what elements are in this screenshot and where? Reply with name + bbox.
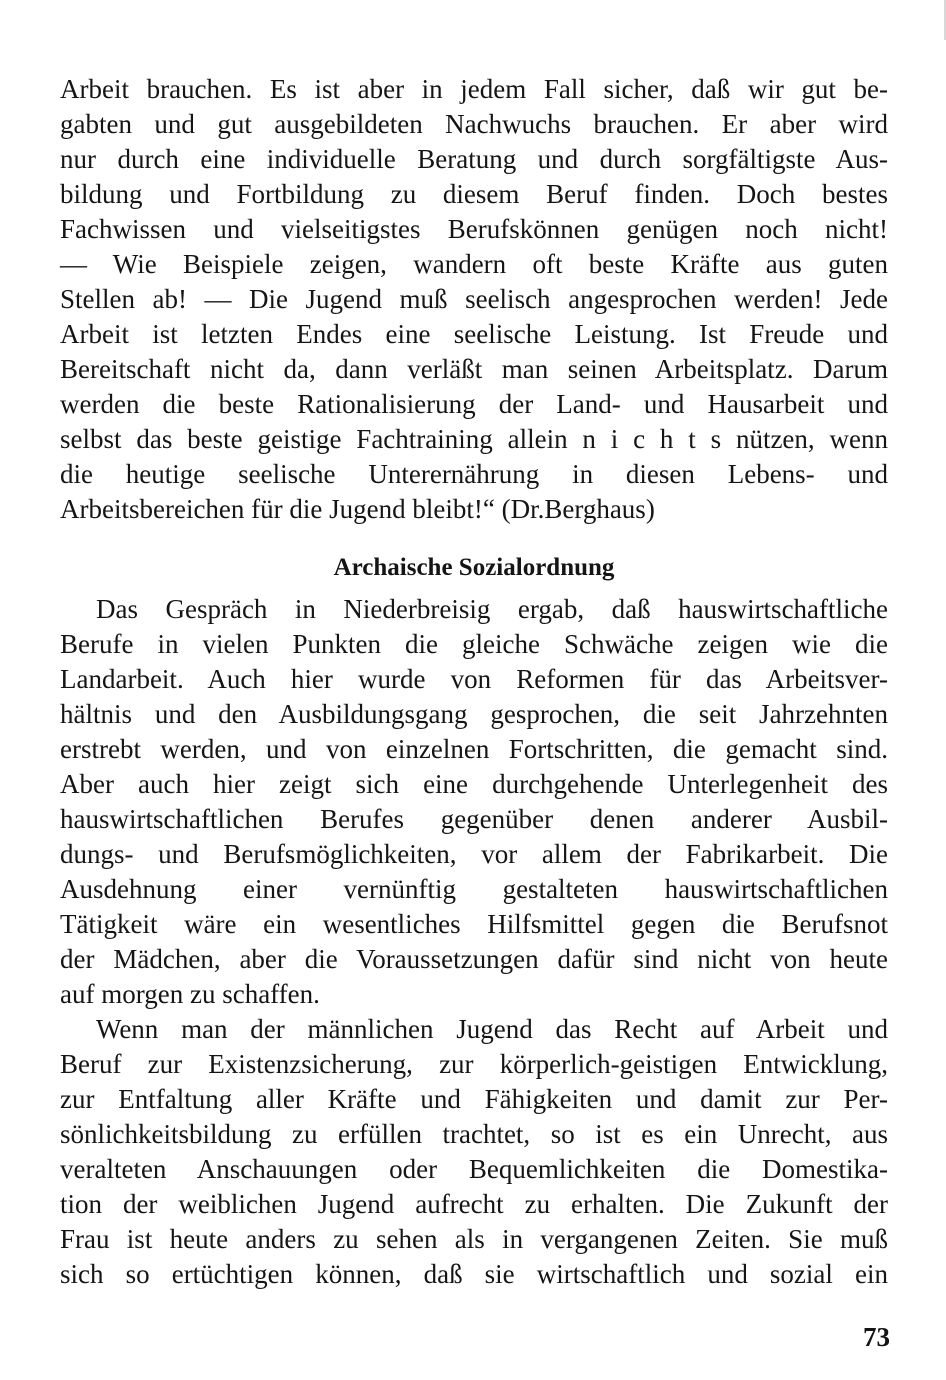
text-line: Ausdehnung einer vernünftig gestalteten hauswirtschaftlichen	[60, 874, 888, 904]
text-line: — Wie Beispiele zeigen, wandern oft beste Kräfte aus guten	[60, 249, 888, 279]
text-line: hältnis und den Ausbildungsgang gesprochen, die seit Jahrzehnten	[60, 699, 888, 729]
text-line: Frau ist heute anders zu sehen als in vergangenen Zeiten. Sie muß	[60, 1224, 888, 1254]
text-line: zur Entfaltung aller Kräfte und Fähigkeiten und damit zur Per-	[60, 1084, 888, 1114]
text-line: sich so ertüchtigen können, daß sie wirtschaftlich und sozial ein	[60, 1259, 888, 1289]
text-line: dungs- und Berufsmöglichkeiten, vor allem der Fabrikarbeit. Die	[60, 839, 888, 869]
text-line: Bereitschaft nicht da, dann verläßt man seinen Arbeitsplatz. Darum	[60, 354, 888, 384]
text-line: bildung und Fortbildung zu diesem Beruf finden. Doch bestes	[60, 179, 888, 209]
text-line: selbst das beste geistige Fachtraining allein n i c h t s nützen, wenn	[60, 424, 888, 454]
text-line: Arbeit ist letzten Endes eine seelische Leistung. Ist Freude und	[60, 319, 888, 349]
text-line: Wenn man der männlichen Jugend das Recht auf Arbeit und	[96, 1014, 888, 1044]
text-line: hauswirtschaftlichen Berufes gegenüber denen anderer Ausbil-	[60, 804, 888, 834]
text-line: werden die beste Rationalisierung der Land- und Hausarbeit und	[60, 389, 888, 419]
text-line: Tätigkeit wäre ein wesentliches Hilfsmittel gegen die Berufsnot	[60, 909, 888, 939]
text-line: nur durch eine individuelle Beratung und durch sorgfältigste Aus-	[60, 144, 888, 174]
text-line: die heutige seelische Unterernährung in diesen Lebens- und	[60, 459, 888, 489]
text-line: sönlichkeitsbildung zu erfüllen trachtet, so ist es ein Unrecht, aus	[60, 1119, 888, 1149]
text-line: gabten und gut ausgebildeten Nachwuchs brauchen. Er aber wird	[60, 109, 888, 139]
text-line: Landarbeit. Auch hier wurde von Reformen für das Arbeitsver-	[60, 664, 888, 694]
text-line: der Mädchen, aber die Voraussetzungen dafür sind nicht von heute	[60, 944, 888, 974]
text-line: auf morgen zu schaffen.	[60, 979, 320, 1009]
page-number: 73	[863, 1322, 890, 1352]
text-line: erstrebt werden, und von einzelnen Fortschritten, die gemacht sind.	[60, 734, 888, 764]
text-line: Das Gespräch in Niederbreisig ergab, daß hauswirtschaftliche	[96, 594, 888, 624]
text-line: Beruf zur Existenzsicherung, zur körperlich-geistigen Entwicklung,	[60, 1049, 888, 1079]
text-line: Arbeit brauchen. Es ist aber in jedem Fall sicher, daß wir gut be-	[60, 74, 888, 104]
text-line: Fachwissen und vielseitigstes Berufskönnen genügen noch nicht!	[60, 214, 888, 244]
text-line: Stellen ab! — Die Jugend muß seelisch angesprochen werden! Jede	[60, 284, 888, 314]
text-line: tion der weiblichen Jugend aufrecht zu erhalten. Die Zukunft der	[60, 1189, 888, 1219]
text-line: Arbeitsbereichen für die Jugend bleibt!“ (Dr.Berghaus)	[60, 494, 655, 524]
section-heading: Archaische Sozialordnung	[333, 554, 615, 581]
text-line: veralteten Anschauungen oder Bequemlichkeiten die Domestika-	[60, 1154, 888, 1184]
text-line: Aber auch hier zeigt sich eine durchgehende Unterlegenheit des	[60, 769, 888, 799]
text-line: Berufe in vielen Punkten die gleiche Schwäche zeigen wie die	[60, 629, 888, 659]
page-edge-mark	[930, 0, 946, 40]
